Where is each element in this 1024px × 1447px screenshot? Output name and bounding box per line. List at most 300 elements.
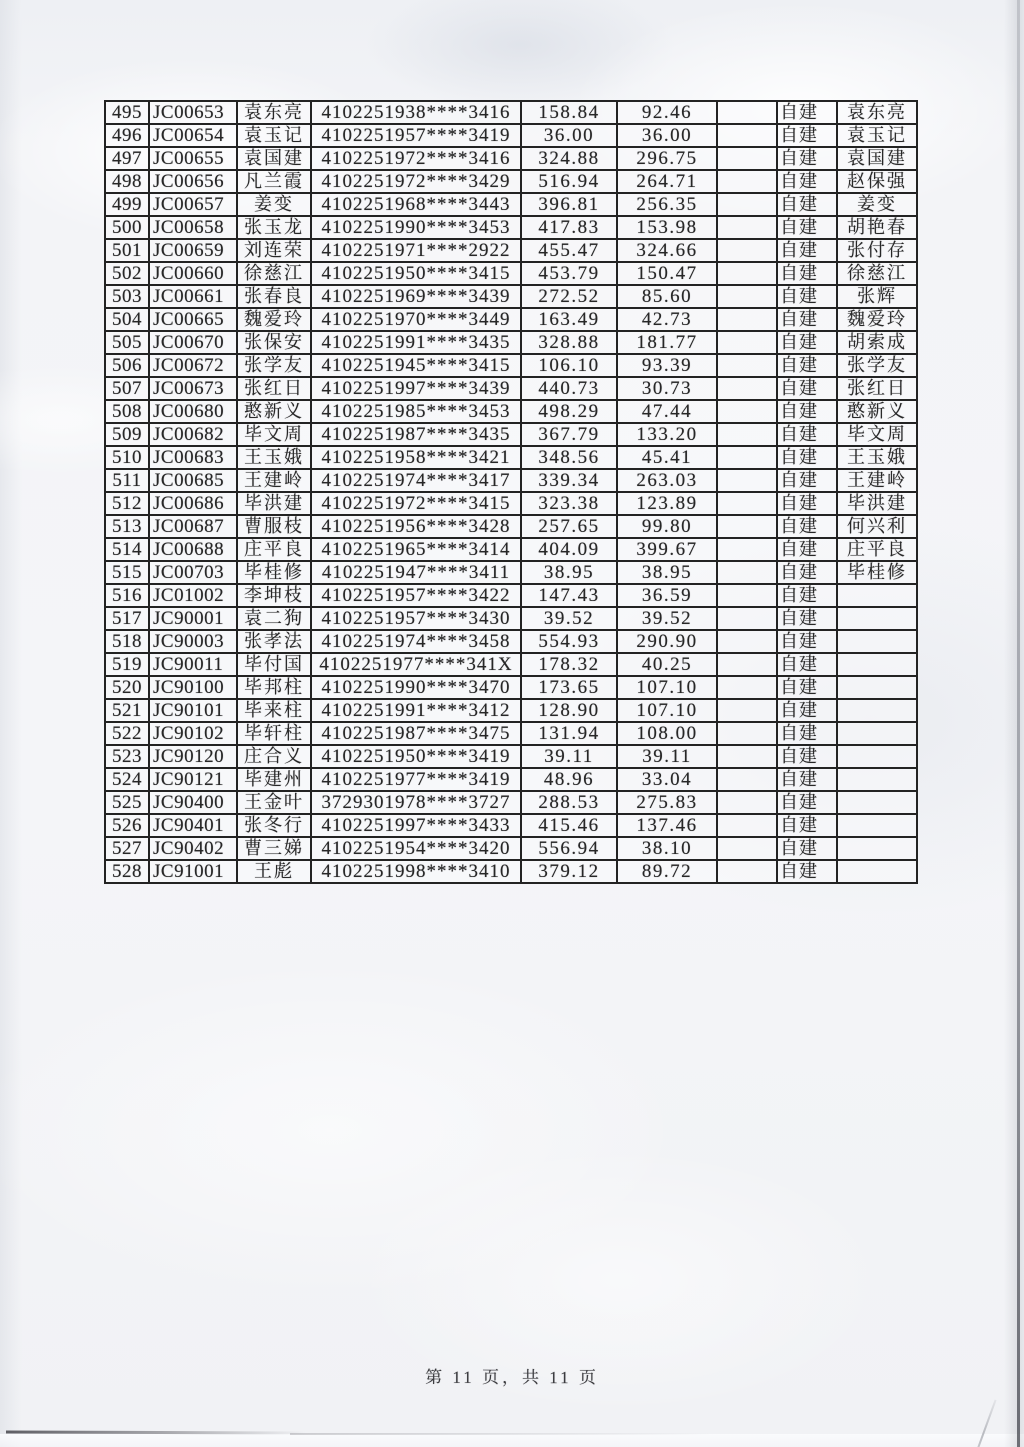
cell-amount_2: 45.41 (617, 446, 717, 469)
cell-name: 庄平良 (237, 538, 311, 561)
cell-seq: 506 (105, 354, 149, 377)
cell-amount_1: 36.00 (521, 124, 617, 147)
cell-amount_2: 324.66 (617, 239, 717, 262)
cell-name_2: 何兴利 (837, 515, 917, 538)
cell-empty (717, 377, 777, 400)
cell-build_type: 自建 (777, 446, 837, 469)
table-row (105, 331, 917, 354)
cell-build_type: 自建 (777, 147, 837, 170)
cell-amount_2: 33.04 (617, 768, 717, 791)
cell-empty (717, 262, 777, 285)
cell-name: 徐慈江 (237, 262, 311, 285)
cell-name: 张学友 (237, 354, 311, 377)
cell-amount_1: 163.49 (521, 308, 617, 331)
cell-amount_2: 30.73 (617, 377, 717, 400)
cell-build_type: 自建 (777, 676, 837, 699)
cell-seq: 513 (105, 515, 149, 538)
cell-name_2: 毕洪建 (837, 492, 917, 515)
cell-amount_2: 296.75 (617, 147, 717, 170)
cell-name_2: 袁国建 (837, 147, 917, 170)
cell-build_type: 自建 (777, 538, 837, 561)
cell-id_number: 4102251974****3458 (311, 630, 521, 653)
cell-build_type: 自建 (777, 423, 837, 446)
cell-id_number: 4102251987****3435 (311, 423, 521, 446)
cell-code: JC00680 (149, 400, 237, 423)
cell-name_2: 张付存 (837, 239, 917, 262)
cell-code: JC00670 (149, 331, 237, 354)
cell-name: 张冬行 (237, 814, 311, 837)
cell-code: JC00688 (149, 538, 237, 561)
cell-build_type: 自建 (777, 101, 837, 124)
table-row (105, 285, 917, 308)
scan-bottom-edge (0, 1434, 1024, 1447)
cell-name: 张保安 (237, 331, 311, 354)
cell-seq: 518 (105, 630, 149, 653)
cell-code: JC00687 (149, 515, 237, 538)
cell-amount_1: 38.95 (521, 561, 617, 584)
table-row (105, 837, 917, 860)
cell-amount_2: 290.90 (617, 630, 717, 653)
cell-id_number: 4102251958****3421 (311, 446, 521, 469)
cell-name: 毕邦柱 (237, 676, 311, 699)
cell-build_type: 自建 (777, 331, 837, 354)
cell-empty (717, 699, 777, 722)
cell-amount_1: 379.12 (521, 860, 617, 883)
cell-empty (717, 584, 777, 607)
cell-amount_2: 93.39 (617, 354, 717, 377)
cell-name_2 (837, 837, 917, 860)
cell-build_type: 自建 (777, 653, 837, 676)
cell-amount_1: 440.73 (521, 377, 617, 400)
cell-name_2: 王玉娥 (837, 446, 917, 469)
cell-name: 王玉娥 (237, 446, 311, 469)
cell-amount_1: 324.88 (521, 147, 617, 170)
cell-name: 袁国建 (237, 147, 311, 170)
cell-build_type: 自建 (777, 745, 837, 768)
cell-amount_2: 47.44 (617, 400, 717, 423)
cell-seq: 511 (105, 469, 149, 492)
cell-amount_1: 417.83 (521, 216, 617, 239)
cell-amount_2: 399.67 (617, 538, 717, 561)
cell-build_type: 自建 (777, 768, 837, 791)
cell-build_type: 自建 (777, 285, 837, 308)
cell-name: 毕来柱 (237, 699, 311, 722)
cell-name: 张红日 (237, 377, 311, 400)
cell-amount_1: 367.79 (521, 423, 617, 446)
table-row (105, 308, 917, 331)
cell-amount_1: 257.65 (521, 515, 617, 538)
cell-amount_2: 150.47 (617, 262, 717, 285)
cell-amount_1: 128.90 (521, 699, 617, 722)
cell-empty (717, 814, 777, 837)
cell-empty (717, 515, 777, 538)
cell-build_type: 自建 (777, 216, 837, 239)
cell-code: JC90121 (149, 768, 237, 791)
cell-amount_2: 36.00 (617, 124, 717, 147)
cell-seq: 497 (105, 147, 149, 170)
cell-build_type: 自建 (777, 262, 837, 285)
cell-id_number: 4102251970****3449 (311, 308, 521, 331)
cell-amount_1: 498.29 (521, 400, 617, 423)
cell-amount_1: 131.94 (521, 722, 617, 745)
cell-amount_1: 404.09 (521, 538, 617, 561)
cell-name_2 (837, 699, 917, 722)
cell-code: JC90120 (149, 745, 237, 768)
cell-amount_1: 516.94 (521, 170, 617, 193)
cell-name: 王金叶 (237, 791, 311, 814)
table-row (105, 262, 917, 285)
cell-id_number: 4102251997****3439 (311, 377, 521, 400)
cell-build_type: 自建 (777, 630, 837, 653)
cell-amount_1: 106.10 (521, 354, 617, 377)
cell-amount_1: 415.46 (521, 814, 617, 837)
cell-name_2: 袁玉记 (837, 124, 917, 147)
cell-amount_2: 89.72 (617, 860, 717, 883)
cell-name_2: 魏爱玲 (837, 308, 917, 331)
table-row (105, 768, 917, 791)
cell-code: JC90001 (149, 607, 237, 630)
page-footer: 第 11 页，共 11 页 (425, 1367, 599, 1388)
cell-amount_2: 153.98 (617, 216, 717, 239)
cell-name_2: 毕文周 (837, 423, 917, 446)
cell-seq: 526 (105, 814, 149, 837)
cell-seq: 520 (105, 676, 149, 699)
table-row (105, 860, 917, 883)
cell-id_number: 4102251987****3475 (311, 722, 521, 745)
cell-amount_2: 42.73 (617, 308, 717, 331)
cell-amount_2: 264.71 (617, 170, 717, 193)
cell-build_type: 自建 (777, 722, 837, 745)
cell-amount_2: 38.10 (617, 837, 717, 860)
cell-name_2 (837, 607, 917, 630)
cell-seq: 521 (105, 699, 149, 722)
cell-build_type: 自建 (777, 492, 837, 515)
cell-amount_2: 181.77 (617, 331, 717, 354)
cell-amount_2: 123.89 (617, 492, 717, 515)
cell-id_number: 4102251972****3415 (311, 492, 521, 515)
cell-name: 毕桂修 (237, 561, 311, 584)
cell-amount_1: 339.34 (521, 469, 617, 492)
cell-id_number: 4102251977****3419 (311, 768, 521, 791)
cell-empty (717, 331, 777, 354)
cell-id_number: 4102251991****3412 (311, 699, 521, 722)
cell-amount_2: 256.35 (617, 193, 717, 216)
cell-empty (717, 676, 777, 699)
cell-seq: 527 (105, 837, 149, 860)
cell-id_number: 4102251938****3416 (311, 101, 521, 124)
cell-build_type: 自建 (777, 308, 837, 331)
cell-amount_1: 453.79 (521, 262, 617, 285)
cell-amount_2: 137.46 (617, 814, 717, 837)
cell-id_number: 4102251974****3417 (311, 469, 521, 492)
cell-seq: 501 (105, 239, 149, 262)
cell-id_number: 4102251945****3415 (311, 354, 521, 377)
cell-seq: 524 (105, 768, 149, 791)
cell-amount_1: 158.84 (521, 101, 617, 124)
cell-amount_1: 178.32 (521, 653, 617, 676)
cell-name_2 (837, 791, 917, 814)
cell-empty (717, 354, 777, 377)
cell-seq: 528 (105, 860, 149, 883)
cell-seq: 517 (105, 607, 149, 630)
cell-seq: 509 (105, 423, 149, 446)
table-row (105, 354, 917, 377)
cell-empty (717, 285, 777, 308)
cell-seq: 502 (105, 262, 149, 285)
cell-name: 张春良 (237, 285, 311, 308)
cell-name: 王彪 (237, 860, 311, 883)
cell-code: JC90402 (149, 837, 237, 860)
cell-id_number: 4102251957****3422 (311, 584, 521, 607)
cell-id_number: 4102251947****3411 (311, 561, 521, 584)
cell-code: JC00672 (149, 354, 237, 377)
cell-empty (717, 768, 777, 791)
cell-id_number: 4102251977****341X (311, 653, 521, 676)
table-row (105, 653, 917, 676)
cell-seq: 496 (105, 124, 149, 147)
cell-amount_1: 323.38 (521, 492, 617, 515)
table-row (105, 469, 917, 492)
cell-code: JC90003 (149, 630, 237, 653)
records-table (104, 100, 918, 884)
table-row (105, 170, 917, 193)
scan-right-shadow (1004, 0, 1024, 1447)
cell-name_2: 赵保强 (837, 170, 917, 193)
cell-build_type: 自建 (777, 791, 837, 814)
cell-seq: 505 (105, 331, 149, 354)
cell-name_2: 憨新义 (837, 400, 917, 423)
cell-code: JC00657 (149, 193, 237, 216)
cell-code: JC00682 (149, 423, 237, 446)
cell-name_2: 张学友 (837, 354, 917, 377)
table-row (105, 377, 917, 400)
cell-seq: 515 (105, 561, 149, 584)
cell-id_number: 4102251972****3429 (311, 170, 521, 193)
cell-code: JC00665 (149, 308, 237, 331)
cell-name_2: 徐慈江 (837, 262, 917, 285)
cell-name: 凡兰霞 (237, 170, 311, 193)
cell-name_2: 胡索成 (837, 331, 917, 354)
cell-name: 毕付国 (237, 653, 311, 676)
cell-name: 毕轩柱 (237, 722, 311, 745)
table-row (105, 584, 917, 607)
cell-empty (717, 101, 777, 124)
cell-id_number: 4102251990****3453 (311, 216, 521, 239)
scan-artifact-bottom-line-faint (290, 1433, 760, 1435)
cell-code: JC00685 (149, 469, 237, 492)
cell-amount_2: 40.25 (617, 653, 717, 676)
cell-code: JC90011 (149, 653, 237, 676)
table-row (105, 239, 917, 262)
cell-empty (717, 538, 777, 561)
cell-amount_2: 39.11 (617, 745, 717, 768)
cell-name: 李坤枝 (237, 584, 311, 607)
cell-build_type: 自建 (777, 469, 837, 492)
cell-build_type: 自建 (777, 561, 837, 584)
table-row (105, 492, 917, 515)
cell-build_type: 自建 (777, 699, 837, 722)
cell-empty (717, 193, 777, 216)
cell-build_type: 自建 (777, 814, 837, 837)
cell-build_type: 自建 (777, 860, 837, 883)
table-row (105, 124, 917, 147)
cell-id_number: 4102251956****3428 (311, 515, 521, 538)
cell-name_2 (837, 722, 917, 745)
cell-name_2: 庄平良 (837, 538, 917, 561)
cell-name_2: 张辉 (837, 285, 917, 308)
cell-seq: 522 (105, 722, 149, 745)
cell-id_number: 4102251950****3419 (311, 745, 521, 768)
cell-empty (717, 722, 777, 745)
cell-id_number: 4102251950****3415 (311, 262, 521, 285)
cell-seq: 495 (105, 101, 149, 124)
cell-amount_2: 133.20 (617, 423, 717, 446)
cell-code: JC91001 (149, 860, 237, 883)
cell-amount_2: 107.10 (617, 676, 717, 699)
cell-name_2: 毕桂修 (837, 561, 917, 584)
cell-name: 憨新义 (237, 400, 311, 423)
cell-name_2 (837, 860, 917, 883)
cell-amount_2: 36.59 (617, 584, 717, 607)
cell-amount_1: 39.52 (521, 607, 617, 630)
cell-name: 袁东亮 (237, 101, 311, 124)
cell-code: JC00660 (149, 262, 237, 285)
table-row (105, 722, 917, 745)
table-row (105, 676, 917, 699)
cell-amount_2: 39.52 (617, 607, 717, 630)
cell-seq: 525 (105, 791, 149, 814)
table-row (105, 791, 917, 814)
cell-empty (717, 170, 777, 193)
cell-empty (717, 653, 777, 676)
cell-empty (717, 239, 777, 262)
cell-code: JC00653 (149, 101, 237, 124)
cell-amount_2: 92.46 (617, 101, 717, 124)
cell-name_2: 张红日 (837, 377, 917, 400)
cell-seq: 499 (105, 193, 149, 216)
cell-seq: 523 (105, 745, 149, 768)
cell-code: JC00661 (149, 285, 237, 308)
cell-id_number: 4102251990****3470 (311, 676, 521, 699)
cell-empty (717, 837, 777, 860)
cell-name: 曹三娣 (237, 837, 311, 860)
cell-code: JC90102 (149, 722, 237, 745)
cell-amount_1: 173.65 (521, 676, 617, 699)
cell-empty (717, 492, 777, 515)
cell-name: 袁二狗 (237, 607, 311, 630)
cell-name: 袁玉记 (237, 124, 311, 147)
cell-name: 毕文周 (237, 423, 311, 446)
cell-build_type: 自建 (777, 239, 837, 262)
cell-amount_1: 455.47 (521, 239, 617, 262)
cell-id_number: 4102251971****2922 (311, 239, 521, 262)
cell-amount_1: 48.96 (521, 768, 617, 791)
table-row (105, 538, 917, 561)
cell-seq: 500 (105, 216, 149, 239)
cell-code: JC00659 (149, 239, 237, 262)
cell-name_2: 姜变 (837, 193, 917, 216)
cell-id_number: 4102251997****3433 (311, 814, 521, 837)
cell-seq: 504 (105, 308, 149, 331)
cell-empty (717, 400, 777, 423)
cell-code: JC00703 (149, 561, 237, 584)
table-row (105, 607, 917, 630)
cell-amount_1: 396.81 (521, 193, 617, 216)
cell-name: 毕洪建 (237, 492, 311, 515)
cell-id_number: 4102251969****3439 (311, 285, 521, 308)
cell-id_number: 4102251998****3410 (311, 860, 521, 883)
cell-name_2 (837, 584, 917, 607)
cell-code: JC90401 (149, 814, 237, 837)
table-row (105, 745, 917, 768)
cell-code: JC90101 (149, 699, 237, 722)
table-row (105, 446, 917, 469)
cell-amount_1: 288.53 (521, 791, 617, 814)
scan-artifact-corner-crease (973, 1400, 996, 1447)
cell-name: 曹服枝 (237, 515, 311, 538)
cell-id_number: 4102251991****3435 (311, 331, 521, 354)
cell-empty (717, 216, 777, 239)
cell-build_type: 自建 (777, 377, 837, 400)
cell-code: JC00654 (149, 124, 237, 147)
cell-name_2 (837, 676, 917, 699)
cell-amount_2: 99.80 (617, 515, 717, 538)
cell-code: JC00673 (149, 377, 237, 400)
cell-id_number: 4102251957****3419 (311, 124, 521, 147)
cell-id_number: 4102251957****3430 (311, 607, 521, 630)
cell-name_2 (837, 814, 917, 837)
cell-amount_2: 38.95 (617, 561, 717, 584)
cell-empty (717, 124, 777, 147)
cell-amount_2: 275.83 (617, 791, 717, 814)
cell-code: JC00658 (149, 216, 237, 239)
cell-empty (717, 630, 777, 653)
cell-id_number: 4102251985****3453 (311, 400, 521, 423)
cell-code: JC00656 (149, 170, 237, 193)
cell-seq: 507 (105, 377, 149, 400)
cell-build_type: 自建 (777, 400, 837, 423)
cell-amount_1: 147.43 (521, 584, 617, 607)
cell-amount_1: 272.52 (521, 285, 617, 308)
cell-empty (717, 308, 777, 331)
cell-empty (717, 446, 777, 469)
cell-code: JC90100 (149, 676, 237, 699)
cell-id_number: 4102251972****3416 (311, 147, 521, 170)
cell-seq: 514 (105, 538, 149, 561)
cell-empty (717, 147, 777, 170)
cell-code: JC00655 (149, 147, 237, 170)
cell-empty (717, 469, 777, 492)
cell-empty (717, 561, 777, 584)
cell-name: 张孝法 (237, 630, 311, 653)
cell-empty (717, 791, 777, 814)
cell-name_2: 王建岭 (837, 469, 917, 492)
scan-artifact-bottom-line (6, 1430, 306, 1434)
cell-name: 庄合义 (237, 745, 311, 768)
cell-empty (717, 607, 777, 630)
cell-seq: 503 (105, 285, 149, 308)
table-row (105, 216, 917, 239)
cell-empty (717, 860, 777, 883)
cell-amount_2: 107.10 (617, 699, 717, 722)
cell-name: 刘连荣 (237, 239, 311, 262)
cell-build_type: 自建 (777, 170, 837, 193)
cell-code: JC00686 (149, 492, 237, 515)
cell-name: 姜变 (237, 193, 311, 216)
cell-amount_1: 348.56 (521, 446, 617, 469)
cell-amount_1: 556.94 (521, 837, 617, 860)
cell-id_number: 4102251968****3443 (311, 193, 521, 216)
